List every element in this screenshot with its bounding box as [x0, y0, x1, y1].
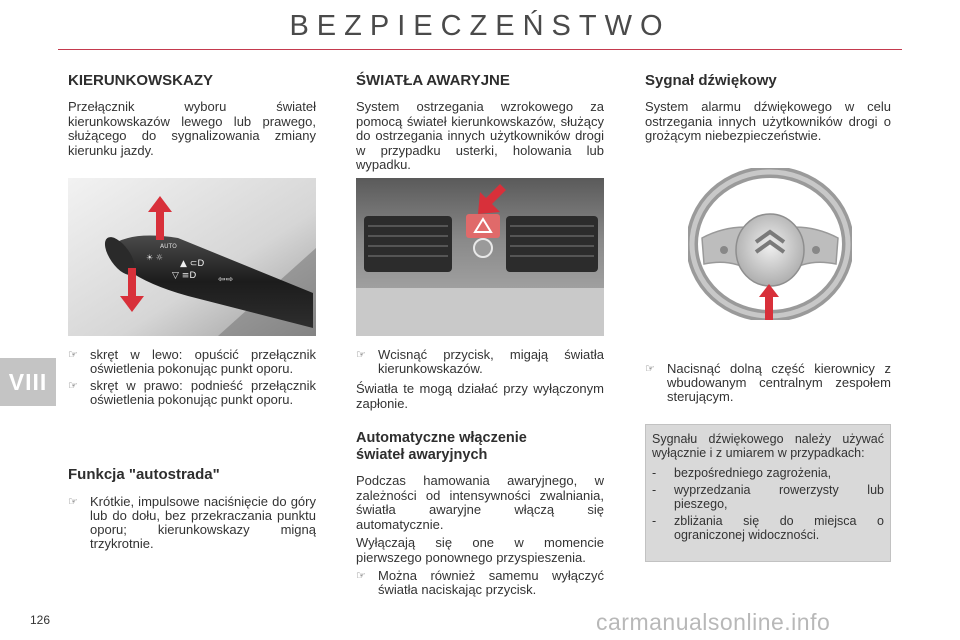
pointing-finger-icon: ☞: [68, 496, 78, 508]
section-heading-hazard-lights: ŚWIATŁA AWARYJNE: [356, 72, 510, 89]
list-item: - bezpośredniego zagrożenia,: [652, 466, 832, 480]
pointing-finger-icon: ☞: [645, 363, 655, 375]
turn-signals-intro: Przełącznik wyboru świateł kierunkowskazów lewego lub prawego, służącego do sygnalizowania zmiany kierunku jazdy.: [68, 99, 316, 158]
svg-text:☀ ☼: ☀ ☼: [146, 253, 163, 262]
section-heading-auto-hazard: Automatyczne włączenie świateł awaryjnych: [356, 430, 527, 463]
arrow-down-left-icon: [476, 184, 506, 218]
pointing-finger-icon: ☞: [68, 349, 78, 361]
turn-signal-instructions: [68, 348, 316, 407]
dash-marker: -: [652, 483, 657, 497]
list-item: ☞ Krótkie, impulsowe naciśnięcie do góry lub do dołu, bez przekraczania punktu oporu; kierunkowskazy migną trzykrotnie.: [68, 494, 316, 551]
hazard-note: Światła te mogą działać przy wyłączonym zapłonie.: [356, 381, 604, 411]
arrow-up-icon: [759, 284, 779, 320]
stalk-illustration: [68, 178, 316, 336]
list-item: ☞ Nacisnąć dolną część kierownicy z wbudowanym centralnym zespołem sterującym.: [645, 361, 891, 404]
dash-marker: -: [652, 514, 657, 528]
list-item: ☞ skręt w prawo: podnieść przełącznik oświetlenia pokonując punkt oporu.: [68, 378, 316, 407]
svg-text:AUTO: AUTO: [160, 243, 177, 250]
svg-text:⇦⇨: ⇦⇨: [218, 275, 234, 285]
hazard-instructions: [356, 348, 604, 411]
section-heading-autostrada: Funkcja "autostrada": [68, 466, 220, 483]
page-title: BEZPIECZEŃSTWO: [289, 10, 671, 42]
pointing-finger-icon: ☞: [356, 570, 366, 582]
steering-wheel-photo: [688, 168, 852, 320]
arrow-down-icon: [120, 268, 144, 312]
pointing-finger-icon: ☞: [68, 380, 78, 392]
hazard-button-photo: [356, 178, 604, 336]
arrow-up-icon: [148, 196, 172, 240]
autostrada-section: [68, 466, 316, 551]
watermark: carmanualsonline.info: [596, 609, 831, 635]
section-heading-turn-signals: KIERUNKOWSKAZY: [68, 72, 213, 89]
page-number: 126: [30, 613, 51, 627]
list-item: ☞ Wcisnąć przycisk, migają światła kierunkowskazów.: [356, 347, 604, 376]
auto-hazard-p1: Podczas hamowania awaryjnego, w zależności od intensywności zwalniania, światła awaryjne włączą się automatycznie.: [356, 473, 604, 532]
stalk-photo: [68, 178, 316, 336]
pointing-finger-icon: ☞: [356, 349, 366, 361]
list-item: - wyprzedzania rowerzysty lub pieszego,: [652, 483, 884, 511]
svg-text:▲ ⊂D: ▲ ⊂D: [180, 259, 205, 269]
horn-instructions: [645, 362, 891, 404]
svg-text:▽ ≡D: ▽ ≡D: [172, 271, 197, 281]
auto-hazard-section: [356, 430, 604, 597]
chapter-tab[interactable]: VIII: [0, 358, 56, 406]
list-item: ☞ Można również samemu wyłączyć światła naciskając przycisk.: [356, 568, 604, 597]
hazard-intro: System ostrzegania wzrokowego za pomocą świateł kierunkowskazów, służący do ostrzegania innych użytkowników drogi w przypadku usterki, holowania lub wypadku.: [356, 99, 604, 172]
notice-intro: Sygnału dźwiękowego należy używać wyłącznie i z umiarem w przypadkach:: [652, 432, 884, 460]
column-horn: [645, 72, 891, 144]
auto-hazard-p2: Wyłączają się one w momencie pierwszego ponownego przyspieszenia.: [356, 535, 604, 565]
title-divider: [58, 49, 902, 50]
column-turn-signals: [68, 72, 316, 158]
horn-usage-notice: [645, 424, 891, 562]
list-item: ☞ skręt w lewo: opuścić przełącznik oświetlenia pokonując punkt oporu.: [68, 347, 316, 376]
section-heading-horn: Sygnał dźwiękowy: [645, 72, 777, 89]
column-hazard-lights: [356, 72, 604, 173]
list-item: - zbliżania się do miejsca o ograniczonej widoczności.: [652, 514, 884, 542]
dash-marker: -: [652, 466, 657, 480]
horn-intro: System alarmu dźwiękowego w celu ostrzegania innych użytkowników drogi o grożącym niebezpieczeństwie.: [645, 99, 891, 143]
